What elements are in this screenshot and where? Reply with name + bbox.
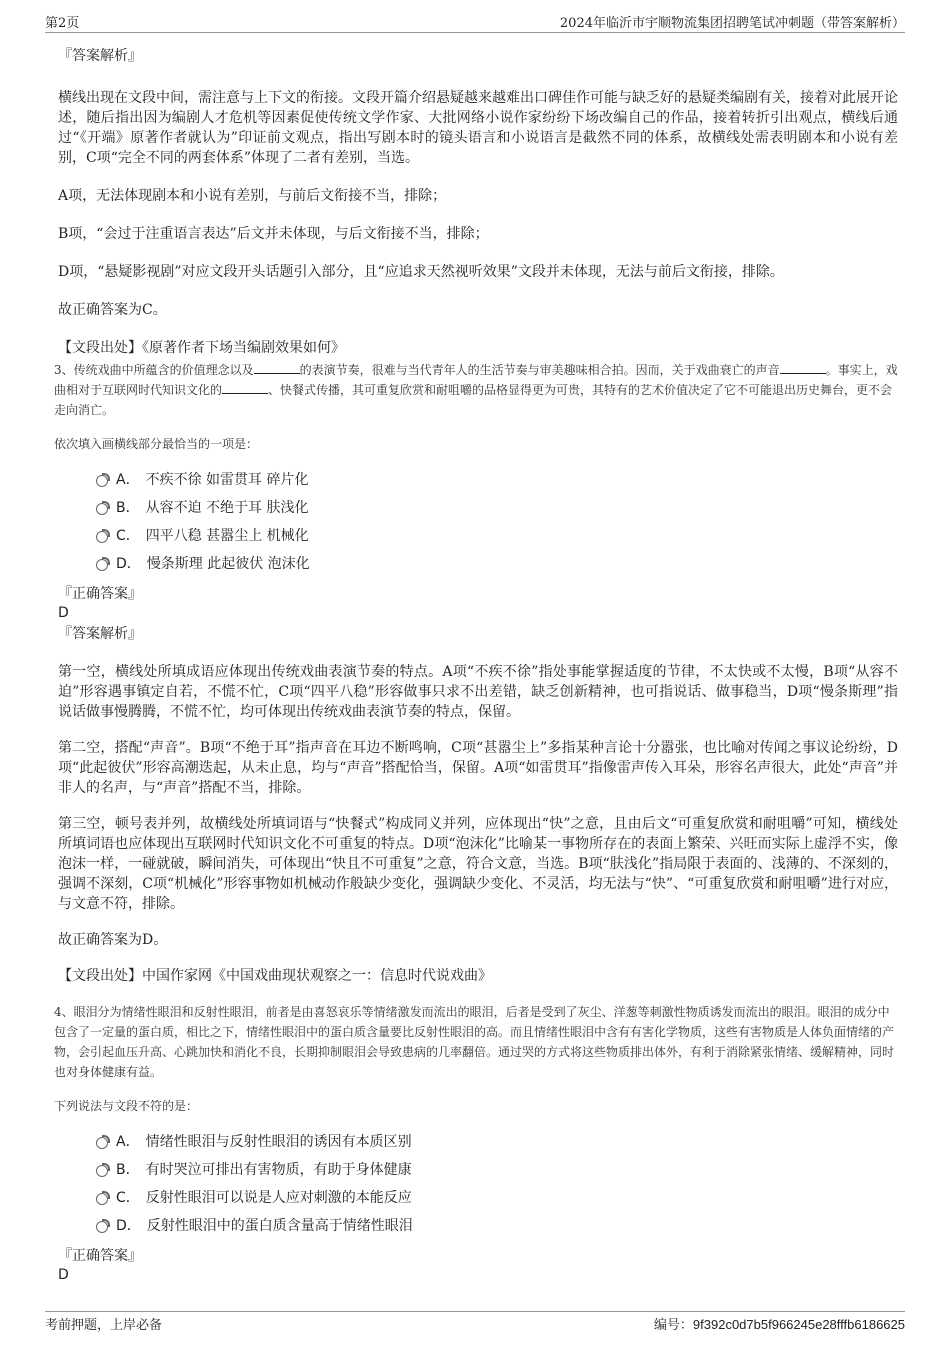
option-d[interactable]: D． 反射性眼泪中的蛋白质含量高于情绪性眼泪	[58, 1212, 898, 1240]
option-b[interactable]: B． 从容不迫 不绝于耳 肤浅化	[58, 494, 898, 522]
correct-answer-label: 『正确答案』	[58, 1248, 142, 1264]
analysis-label: 『答案解析』	[58, 48, 142, 64]
option-list	[58, 1128, 898, 1240]
option-list	[58, 466, 898, 578]
radio-icon[interactable]	[96, 559, 108, 571]
option-b[interactable]: B． 有时哭泣可排出有害物质，有助于身体健康	[58, 1156, 898, 1184]
document-code: 编号：9f392c0d7b5f966245e28fffb6186625	[653, 1317, 905, 1333]
analysis-paragraph: 横线出现在文段中间，需注意与上下文的衔接。文段开篇介绍悬疑越来越难出口碑佳作可能与缺乏好的悬疑类编剧有关，接着对此展开论述，随后指出因为编剧人才危机等因素促使传统文学作家、大批网络小说作家纷纷下场改编自己的作品，接着转折引出观点，横线后通过“《开端》原著作者就认为”印证前文观点，指出写剧本时的镜头语言和小说语言是截然不同的体系，故横线处需表明剧本和小说有差别，C项“完全不同的两套体系”体现了二者有差别，当选。	[58, 90, 898, 166]
correct-answer: D	[58, 605, 69, 621]
correct-answer: D	[58, 1267, 69, 1283]
fill-blank	[780, 361, 826, 374]
analysis-paragraph: 故正确答案为C。	[58, 302, 167, 318]
passage-source: 【文段出处】中国作家网《中国戏曲现状观察之一：信息时代说戏曲》	[58, 968, 492, 984]
analysis-paragraph: 故正确答案为D。	[58, 932, 168, 948]
question-prompt: 下列说法与文段不符的是：	[54, 1099, 199, 1113]
fill-blank	[254, 361, 300, 374]
radio-icon[interactable]	[96, 1137, 108, 1149]
option-d[interactable]: D． 慢条斯理 此起彼伏 泡沫化	[58, 550, 898, 578]
analysis-paragraph: 第三空，顿号表并列，故横线处所填词语与“快餐式”构成同义并列，应体现出“快”之意，且由后文“可重复欣赏和耐咀嚼”可知，横线处所填词语也应体现出互联网时代知识文化不可重复的特点。D项“泡沫化”比喻某一事物所存在的表面上繁荣、兴旺而实际上虚浮不实，像泡沫一样，一碰就破，瞬间消失，可体现出“快且不可重复”之意，符合文意，当选。B项“肤浅化”指局限于表面的、浅薄的、不深刻的，强调不深刻，C项“机械化”形容事物如机械动作般缺少变化，强调缺少变化、不灵活，均无法与“快”、“可重复欣赏和耐咀嚼”进行对应，与文意不符，排除。	[58, 816, 898, 912]
option-a[interactable]: A． 不疾不徐 如雷贯耳 碎片化	[58, 466, 898, 494]
question-stem: 3、传统戏曲中所蕴含的价值理念以及 的表演节奏，很难与当代青年人的生活节奏与审美趣味相合拍。因而，关于戏曲衰亡的声音 。事实上，戏曲相对于互联网时代知识文化的 、快餐式传播，其可重复欣赏和耐咀嚼的品格显得更为可贵，其特有的艺术价值决定了它不可能退出历史舞台，更不会走向消亡。	[54, 363, 898, 417]
document-title: 2024年临沂市宇顺物流集团招聘笔试冲刺题（带答案解析）	[559, 16, 905, 31]
radio-icon[interactable]	[96, 531, 108, 543]
radio-icon[interactable]	[96, 1165, 108, 1177]
footer-divider	[45, 1311, 905, 1312]
option-c[interactable]: C． 四平八稳 甚嚣尘上 机械化	[58, 522, 898, 550]
analysis-paragraph: A项，无法体现剧本和小说有差别，与前后文衔接不当，排除；	[58, 188, 447, 204]
fill-blank	[222, 381, 268, 394]
page-header	[45, 12, 905, 32]
radio-icon[interactable]	[96, 1193, 108, 1205]
question-prompt: 依次填入画横线部分最恰当的一项是：	[54, 437, 259, 451]
option-c[interactable]: C． 反射性眼泪可以说是人应对刺激的本能反应	[58, 1184, 898, 1212]
analysis-paragraph: 第一空，横线处所填成语应体现出传统戏曲表演节奏的特点。A项“不疾不徐”指处事能掌握适度的节律，不太快或不太慢，B项“从容不迫”形容遇事镇定自若，不慌不忙，C项“四平八稳”形容做事只求不出差错，缺乏创新精神，也可指说话、做事稳当，D项“慢条斯理”指说话做事慢腾腾，不慌不忙，均可体现出传统戏曲表演节奏的特点，保留。	[58, 664, 898, 720]
page-content	[54, 40, 898, 1284]
analysis-label: 『答案解析』	[58, 626, 142, 642]
passage-source: 【文段出处】《原著作者下场当编剧效果如何》	[58, 340, 345, 356]
header-divider	[45, 32, 905, 33]
analysis-paragraph: B项，“会过于注重语言表达”后文并未体现，与后文衔接不当，排除；	[58, 226, 489, 242]
radio-icon[interactable]	[96, 1221, 108, 1233]
footer-slogan: 考前押题，上岸必备	[45, 1318, 163, 1333]
radio-icon[interactable]	[96, 503, 108, 515]
analysis-paragraph: 第二空，搭配“声音”。B项“不绝于耳”指声音在耳边不断鸣响，C项“甚嚣尘上”多指某种言论十分嚣张，也比喻对传闻之事议论纷纷，D项“此起彼伏”形容高潮迭起，从未止息，均与“声音”搭配恰当，保留。A项“如雷贯耳”指像雷声传入耳朵，形容名声很大，此处“声音”并非人的名声，与“声音”搭配不当，排除。	[58, 740, 898, 796]
analysis-paragraph: D项，“悬疑影视剧”对应文段开头话题引入部分，且“应追求天然视听效果”文段并未体现，无法与前后文衔接，排除。	[58, 264, 784, 280]
page-number: 第2页	[45, 16, 80, 31]
option-a[interactable]: A． 情绪性眼泪与反射性眼泪的诱因有本质区别	[58, 1128, 898, 1156]
radio-icon[interactable]	[96, 475, 108, 487]
question-stem: 4、眼泪分为情绪性眼泪和反射性眼泪，前者是由喜怒哀乐等情绪激发而流出的眼泪，后者是受到了灰尘、洋葱等刺激性物质诱发而流出的眼泪。眼泪的成分中包含了一定量的蛋白质，相比之下，情绪性眼泪中的蛋白质含量要比反射性眼泪的高。而且情绪性眼泪中含有有害化学物质，这些有害物质是人体负面情绪的产物，会引起血压升高、心跳加快和消化不良，长期抑制眼泪会导致患病的几率翻倍。通过哭的方式将这些物质排出体外，有利于消除紧张情绪、缓解精神，同时也对身体健康有益。	[54, 1005, 895, 1079]
correct-answer-label: 『正确答案』	[58, 586, 142, 602]
